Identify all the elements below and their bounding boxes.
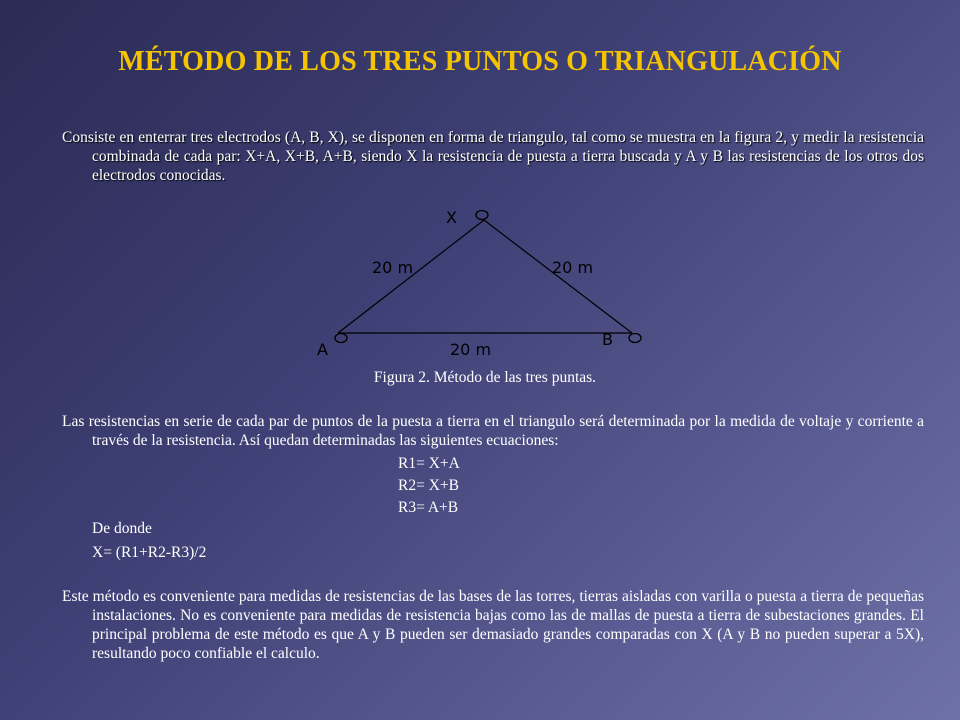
series-paragraph-text: Las resistencias en serie de cada par de puntos de la puesta a tierra en el triangulo será determinada por la medida de voltaje y corriente a través de la resistencia. Así quedan determinadas las siguientes ecuaciones: — [62, 413, 924, 449]
equation-r2: R2= X+B — [398, 477, 459, 494]
electrode-x-icon — [476, 211, 488, 220]
conclusion-paragraph — [62, 587, 924, 663]
formula-x: X= (R1+R2-R3)/2 — [92, 544, 207, 561]
slide-title: MÉTODO DE LOS TRES PUNTOS O TRIANGULACIÓN — [118, 46, 842, 77]
label-side-right: 20 m — [552, 258, 594, 277]
figure-caption: Figura 2. Método de las tres puntas. — [373, 369, 597, 386]
label-side-bottom: 20 m — [450, 340, 492, 359]
triangle-figure — [310, 205, 650, 365]
label-a: A — [317, 340, 328, 359]
intro-paragraph — [62, 128, 924, 185]
label-b: B — [602, 330, 613, 349]
series-paragraph — [62, 412, 924, 450]
label-side-left: 20 m — [372, 258, 414, 277]
triangle-diagram — [310, 205, 650, 365]
label-x: X — [446, 208, 457, 227]
electrode-a-icon — [335, 334, 347, 343]
intro-paragraph-text: Consiste en enterrar tres electrodos (A, B, X), se disponen en forma de triangulo, tal como se muestra en la figura 2, y medir la resistencia combinada de cada par: X+A, X+B, A+B, siendo X la resistencia de puesta a tierra buscada y A y B las resistencias de los otros dos electrodos conocidas. — [62, 129, 924, 184]
equation-r3: R3= A+B — [398, 499, 459, 516]
conclusion-paragraph-text: Este método es conveniente para medidas de resistencias de las bases de las torres, tierras aisladas con varilla o puesta a tierra de pequeñas instalaciones. No es conveniente para medidas de resistencia bajas como las de mallas de puesta a tierra de subestaciones grandes. El principal problema de este método es que A y B pueden ser demasiado grandes comparadas con X (A y B no pueden superar a 5X), resultando poco confiable el calculo. — [62, 588, 924, 662]
equation-r1: R1= X+A — [398, 455, 460, 472]
electrode-b-icon — [629, 334, 641, 343]
de-donde-text: De donde — [92, 520, 152, 537]
